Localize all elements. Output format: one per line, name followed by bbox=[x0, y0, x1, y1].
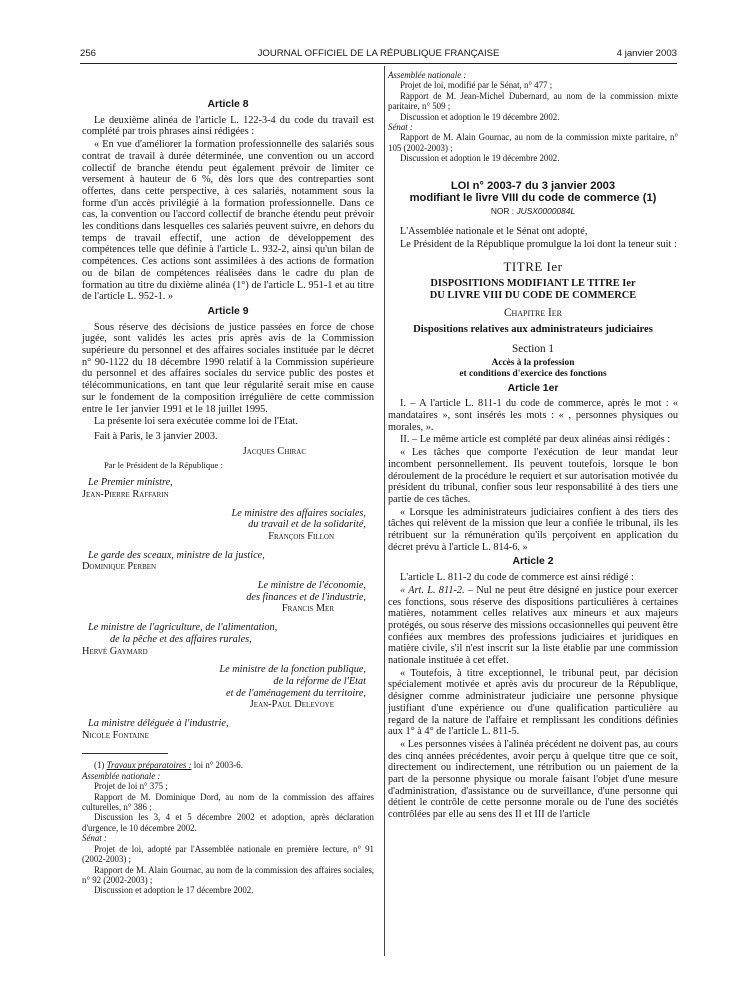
chapitre-title: Dispositions relatives aux administrateurs judiciaires bbox=[413, 323, 653, 335]
footnote-line: Discussion et adoption le 17 décembre 2002. bbox=[94, 885, 254, 896]
article-8-paragraph: « En vue d'améliorer la formation professionnelle des salariés sous contrat de travail à durée déterminée, une convention ou un accord collectif de branche étendu peut également prévoir de limiter ce versement à hauteur de 6 %, dès lors que des contreparties sont offertes, dans cette perspective, à ces salariés, notamment sous la forme d'un accès privilégié à la formation professionnelle. Dans ce cas, la convention ou l'accord collectif de branche étendu peut prévoir les conditions dans lesquelles ces salariés peuvent suivre, en dehors du temps de travail effectif, une action de développement des compétences telle que définie à l'article L. 932-2, ainsi qu'un bilan de compétences. Ces actions sont assimilées à des actions de formation ou de bilan de compétences réalisées dans le cadre du plan de formation au titre du dixième alinéa (1°) de l'article L. 951-1 et au titre de l'article L. 952-1. » bbox=[82, 139, 374, 303]
footnote-line: Sénat : bbox=[82, 833, 107, 844]
page-number: 256 bbox=[80, 48, 97, 59]
article-8-heading: Article 8 bbox=[207, 99, 249, 110]
article-2-paragraph: « Les personnes visées à l'alinéa précédent ne doivent pas, au cours des cinq années précédentes, avoir perçu à quelque titre que ce soit, directement ou indirectement, une rétribution ou un paiement de la part de la personne physique ou morale faisant l'objet d'une mesure d'administration, d'assistance ou de surveillance, d'une personne qui détient le contrôle de cette personne morale ou de l'une des sociétés contrôlées par elle au sens des II et III de l'article bbox=[388, 738, 678, 821]
nor-label: NOR : bbox=[490, 206, 517, 217]
dispositions-heading: DISPOSITIONS MODIFIANT LE TITRE Ier DU LIVRE VIII DU CODE DE COMMERCE bbox=[429, 278, 637, 302]
done-at: Fait à Paris, le 3 janvier 2003. bbox=[94, 430, 218, 442]
intro-paragraph: Le Président de la République promulgue la loi dont la teneur suit : bbox=[400, 238, 677, 250]
issue-date: 4 janvier 2003 bbox=[616, 48, 677, 59]
page-header bbox=[80, 48, 677, 62]
section-title: Accès à la profession et conditions d'exercice des fonctions bbox=[459, 357, 607, 379]
signature-block bbox=[82, 580, 374, 615]
signature-role: Le ministre de la fonction publique, bbox=[219, 664, 366, 676]
signature-name: François Fillon bbox=[268, 530, 334, 542]
section-heading: Section 1 bbox=[512, 343, 554, 356]
nor-code: JUSX0000084L bbox=[516, 206, 576, 217]
footnote-law: loi n° 2003-6. bbox=[191, 760, 243, 771]
law-title-line-2: modifiant le livre VIII du code de commerce (1) bbox=[409, 192, 657, 205]
article-9-paragraph: Sous réserve des décisions de justice passées en force de chose jugée, sont validés les actes pris après avis de la Commission supérieure du personnel et des affaires sociales instituée par le décret n° 90-1122 du 18 décembre 1990 relatif à la Commission supérieure du personnel et des affaires sociales du service public des postes et télécommunications, en tant que leur régularité serait mise en cause sur le fondement de la composition irrégulière de cette commission entre le 1er janvier 1991 et le 18 juillet 1995. bbox=[82, 321, 374, 415]
footnote-line: Projet de loi, modifié par le Sénat, n° 477 ; bbox=[400, 80, 553, 91]
article-2-body: « Art. L. 811-2. – Nul ne peut être désigné en justice pour exercer ces fonctions, sous réserve des dispositions particulières à certaines matières, notamment celles relatives aux mineurs et aux majeurs protégés, ou sous réserve des missions occasionnelles qui peuvent être confiées aux membres des professions judiciaires et juridiques en matière civile, s'il n'est inscrit sur la liste établie par une commission nationale instituée à cet effet. bbox=[388, 584, 678, 667]
footnote-line: Rapport de M. Alain Gournac, au nom de la commission des affaires sociales, n° 92 (2002-2003) ; bbox=[82, 864, 374, 885]
article-1-paragraph: II. – Le même article est complété par deux alinéas ainsi rédigés : bbox=[400, 434, 671, 446]
article-8-paragraph: Le deuxième alinéa de l'article L. 122-3-4 du code du travail est complété par trois phrases ainsi rédigées : bbox=[82, 114, 374, 138]
law-title-line-1: LOI n° 2003-7 du 3 janvier 2003 bbox=[450, 179, 616, 192]
article-2-heading: Article 2 bbox=[512, 556, 554, 568]
signature-role: du travail et de la solidarité, bbox=[248, 519, 366, 531]
article-1-paragraph: « Les tâches que comporte l'exécution de leur mandat leur incombent personnellement. Ils peuvent toutefois, lorsque le bon déroulement de la procédure le requiert et sur autorisation motivée du président du tribunal, confier sous leur responsabilité à des tiers une partie de ces tâches. bbox=[388, 447, 678, 505]
signature-name: Jean-Paul Delevoye bbox=[249, 699, 334, 711]
signature-role: Le ministre des affaires sociales, bbox=[231, 507, 366, 519]
signature-name: Nicole Fontaine bbox=[82, 729, 149, 741]
signature-name: Jean-Pierre Raffarin bbox=[82, 488, 169, 500]
signature-role: Le Premier ministre, bbox=[88, 477, 173, 489]
intro-paragraph: L'Assemblée nationale et le Sénat ont adopté, bbox=[400, 226, 588, 238]
article-2-paragraph: « Toutefois, à titre exceptionnel, le tribunal peut, par décision spécialement motivée et après avis du procureur de la République, désigner comme administrateur judiciaire une personne physique justifiant d'une expérience ou d'une qualification particulière au regard de la nature de l'affaire et remplissant les conditions définies aux 1° à 4° de l'article L. 811-5. bbox=[388, 667, 678, 738]
footnote-line: Projet de loi n° 375 ; bbox=[94, 781, 168, 792]
signature-list bbox=[82, 477, 374, 741]
signature-block bbox=[82, 508, 374, 543]
footnote-link[interactable]: Travaux préparatoires : bbox=[106, 760, 192, 771]
footnote-line: Discussion et adoption le 19 décembre 2002. bbox=[400, 153, 560, 164]
footnote-ref bbox=[82, 760, 374, 770]
footnote-lines bbox=[82, 771, 374, 896]
footnote-line: Assemblée nationale : bbox=[82, 770, 161, 781]
signature-name: Dominique Perben bbox=[82, 561, 157, 573]
signature-role: de la pêche et des affaires rurales, bbox=[110, 633, 252, 645]
signature-block bbox=[82, 477, 374, 500]
signature-role: La ministre déléguée à l'industrie, bbox=[88, 718, 229, 730]
footnote-line: Rapport de M. Dominique Dord, au nom de la commission des affaires culturelles, n° 386 ; bbox=[82, 791, 374, 813]
article-reference: « Art. L. 811-2. bbox=[400, 584, 465, 596]
footnote-line: Projet de loi, adopté par l'Assemblée nationale en première lecture, n° 91 (2002-2003) ; bbox=[82, 843, 374, 865]
journal-title: JOURNAL OFFICIEL DE LA RÉPUBLIQUE FRANÇAISE bbox=[257, 48, 500, 59]
par-le-president: Par le Président de la République : bbox=[104, 460, 223, 471]
closing-formula: La présente loi sera exécutée comme loi de l'Etat. bbox=[94, 416, 298, 428]
footnotes-continued bbox=[388, 70, 678, 164]
article-9-heading: Article 9 bbox=[207, 305, 249, 317]
article-1-paragraph: I. – A l'article L. 811-1 du code de commerce, après le mot : « mandataires », sont insérés les mots : « , personnes physiques ou morales, ». bbox=[388, 398, 678, 433]
titre-heading: TITRE Ier bbox=[503, 258, 563, 274]
signature-role: Le ministre de l'économie, bbox=[257, 580, 366, 592]
signature-block bbox=[82, 664, 374, 711]
footnote-line: Rapport de M. Alain Gournac, au nom de la commission mixte paritaire, n° 105 (2002-2003) ; bbox=[388, 132, 678, 153]
footnote-line: Assemblée nationale : bbox=[388, 70, 467, 80]
article-1-heading: Article 1er bbox=[507, 382, 559, 394]
footnote-line: Rapport de M. Jean-Michel Dubernard, au nom de la commission mixte paritaire, n° 509 ; bbox=[388, 90, 678, 112]
signature-role: des finances et de l'industrie, bbox=[246, 591, 366, 603]
right-column bbox=[388, 70, 678, 822]
left-column bbox=[82, 96, 374, 896]
signature-role: et de l'aménagement du territoire, bbox=[226, 687, 366, 699]
article-2-lead: L'article L. 811-2 du code de commerce est ainsi rédigé : bbox=[400, 572, 634, 584]
signature-role: Le ministre de l'agriculture, de l'alimentation, bbox=[88, 622, 278, 634]
footnotes-left bbox=[82, 760, 374, 895]
signature-name: Hervé Gaymard bbox=[82, 645, 148, 657]
signature-name: Francis Mer bbox=[281, 603, 334, 615]
signature-role: de la réforme de l'Etat bbox=[273, 675, 366, 687]
signature-role: Le garde des sceaux, ministre de la justice, bbox=[88, 549, 265, 561]
nor-reference bbox=[388, 206, 678, 218]
footnote-line: Discussion les 3, 4 et 5 décembre 2002 et adoption, après déclaration d'urgence, le 10 décembre 2002. bbox=[82, 812, 374, 833]
footnote-line: Sénat : bbox=[388, 122, 413, 133]
article-1-paragraph: « Lorsque les administrateurs judiciaires confient à des tiers des tâches qui relèvent de la mission que leur a confiée le tribunal, ils les rétribuent sur la rémunération qu'ils perçoivent en application du décret prévu à l'article L. 814-6. » bbox=[388, 506, 678, 553]
signature-block bbox=[82, 550, 374, 573]
header-rule bbox=[80, 63, 677, 64]
footnote-line: Discussion et adoption le 19 décembre 2002. bbox=[400, 111, 560, 122]
column-rule bbox=[384, 66, 385, 956]
signature-block bbox=[82, 718, 374, 741]
footnote-rule bbox=[82, 753, 168, 754]
signatory-president: Jacques Chirac bbox=[242, 445, 306, 457]
chapitre-heading: Chapitre Ier bbox=[504, 306, 562, 319]
footnote-number: (1) bbox=[94, 760, 107, 771]
signature-block bbox=[82, 622, 374, 657]
